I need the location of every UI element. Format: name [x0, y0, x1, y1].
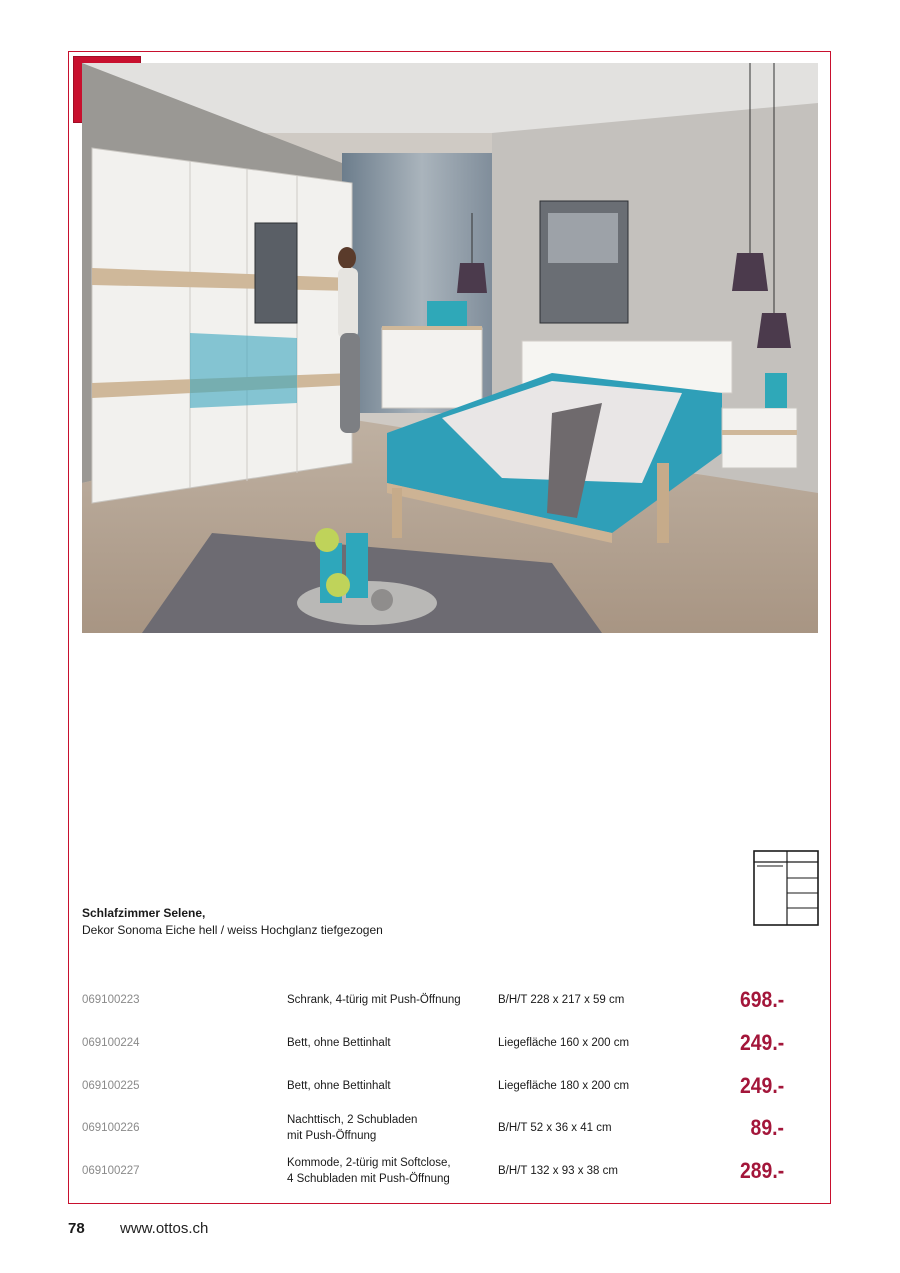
article-number: 069100226 [82, 1122, 140, 1134]
website-link[interactable]: www.ottos.ch [120, 1220, 209, 1237]
product-row [82, 1111, 792, 1145]
item-description: Bett, ohne Bettinhalt [287, 1037, 391, 1049]
item-price: 249.- [739, 1030, 784, 1055]
item-dimensions: Liegefläche 180 x 200 cm [498, 1080, 630, 1092]
article-number: 069100223 [82, 994, 140, 1006]
item-dimensions: Liegefläche 160 x 200 cm [498, 1037, 630, 1049]
item-price: 698.- [739, 987, 784, 1012]
page-number: 78 [68, 1220, 85, 1237]
item-dimensions: B/H/T 52 x 36 x 41 cm [498, 1122, 612, 1134]
product-row [82, 983, 792, 1017]
product-row [82, 1154, 792, 1188]
item-price: 289.- [739, 1158, 784, 1183]
article-number: 069100227 [82, 1165, 140, 1177]
item-price: 249.- [739, 1073, 784, 1098]
product-subtitle: Dekor Sonoma Eiche hell / weiss Hochglanz tiefgezogen [82, 923, 383, 937]
item-description: Kommode, 2-türig mit Softclose, 4 Schubladen mit Push-Öffnung [287, 1157, 451, 1185]
article-number: 069100224 [82, 1037, 140, 1049]
item-description: Nachttisch, 2 Schubladen mit Push-Öffnung [287, 1114, 418, 1142]
article-number: 069100225 [82, 1080, 140, 1092]
item-dimensions: B/H/T 228 x 217 x 59 cm [498, 994, 625, 1006]
wardrobe-interior-plan-icon [753, 850, 819, 926]
product-title-block [82, 905, 383, 939]
item-price: 89.- [750, 1115, 784, 1140]
item-description: Schrank, 4-türig mit Push-Öffnung [287, 994, 461, 1006]
item-description: Bett, ohne Bettinhalt [287, 1080, 391, 1092]
item-dimensions: B/H/T 132 x 93 x 38 cm [498, 1165, 618, 1177]
product-row [82, 1069, 792, 1103]
product-title: Schlafzimmer Selene, [82, 906, 206, 920]
product-row [82, 1026, 792, 1060]
bedroom-photo [82, 63, 818, 633]
